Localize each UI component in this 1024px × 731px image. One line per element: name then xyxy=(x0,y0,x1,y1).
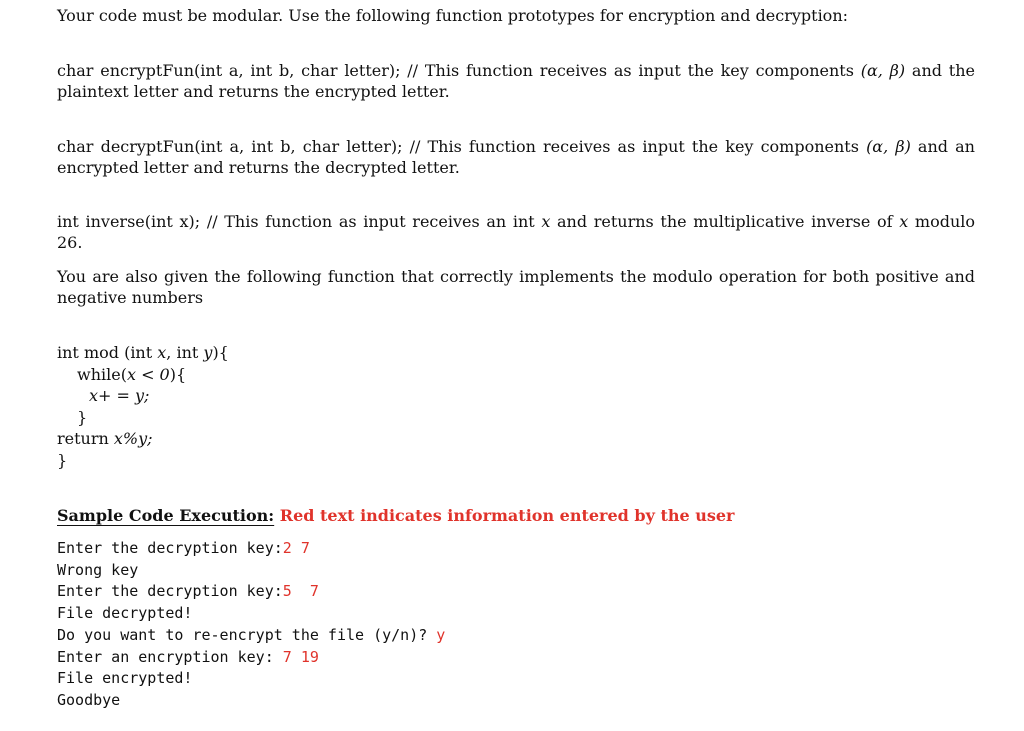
console-prompt: File encrypted! xyxy=(57,669,193,688)
console-line xyxy=(57,603,445,625)
console-prompt: Enter the decryption key: xyxy=(57,582,283,601)
console-line xyxy=(57,690,445,712)
console-output xyxy=(57,538,445,712)
console-user-input: 7 19 xyxy=(282,647,319,666)
console-prompt: Enter an encryption key: xyxy=(57,647,283,666)
mod-code-math: x%y; xyxy=(113,429,153,448)
console-line xyxy=(57,625,445,647)
mod-code-text: ){ xyxy=(212,343,229,362)
console-line xyxy=(57,647,445,669)
mod-code-line-2 xyxy=(57,364,229,386)
mod-code-line-3 xyxy=(57,385,229,407)
console-line xyxy=(57,538,445,560)
inverse-text-1: int inverse(int x); // This function as input receives an int xyxy=(57,212,542,231)
mod-code-text: return xyxy=(57,429,114,448)
console-user-input: 5 7 xyxy=(282,582,319,601)
console-line xyxy=(57,581,445,603)
decrypt-prototype-text: char decryptFun(int a, int b, char letter); // This function receives as input the key components xyxy=(57,137,867,156)
console-user-input: y xyxy=(436,625,446,644)
decrypt-prototype-text-end: and an encrypted letter and returns the decrypted letter. xyxy=(57,137,975,177)
mod-code-math: y xyxy=(203,343,213,362)
console-line xyxy=(57,560,445,582)
intro-paragraph: Your code must be modular. Use the following function prototypes for encryption and decryption: xyxy=(57,6,849,25)
mod-code-text: ){ xyxy=(169,364,187,384)
inverse-text-2: and returns the multiplicative inverse of xyxy=(550,212,900,231)
mod-code-math: x < 0 xyxy=(126,364,170,384)
mod-code-text: int mod (int xyxy=(57,343,158,362)
sample-execution-heading xyxy=(57,505,734,526)
encrypt-prototype-text-end: and the plaintext letter and returns the encrypted letter. xyxy=(57,61,975,101)
mod-code-line-5 xyxy=(57,428,229,450)
mod-intro-paragraph: You are also given the following function that correctly implements the modulo operation for both positive and negative numbers xyxy=(57,267,975,307)
console-user-input: 2 7 xyxy=(282,539,310,557)
decrypt-prototype-paragraph xyxy=(57,136,975,178)
console-prompt: Do you want to re-encrypt the file (y/n)? xyxy=(57,625,437,644)
inverse-math-x1: x xyxy=(541,212,551,231)
console-prompt: File decrypted! xyxy=(57,604,193,623)
mod-code-line-1 xyxy=(57,342,229,364)
console-prompt: Goodbye xyxy=(57,690,121,709)
decrypt-key-components-math: (α, β) xyxy=(866,137,911,156)
mod-code-math: x+ = y; xyxy=(89,386,150,405)
mod-code-math: x xyxy=(157,343,167,362)
console-prompt: Wrong key xyxy=(57,560,139,579)
mod-code-text: , int xyxy=(166,343,204,362)
inverse-prototype-paragraph xyxy=(57,211,975,253)
mod-code-line-4: } xyxy=(77,407,88,427)
inverse-text-3: modulo 26. xyxy=(57,212,976,252)
console-line xyxy=(57,668,445,690)
encrypt-key-components-math: (α, β) xyxy=(860,61,906,80)
encrypt-prototype-paragraph xyxy=(57,60,975,102)
console-prompt: Enter the decryption key: xyxy=(57,539,283,557)
mod-code-line-6: } xyxy=(57,450,68,470)
inverse-math-x2: x xyxy=(899,212,909,231)
encrypt-prototype-text: char encryptFun(int a, int b, char letter); // This function receives as input the key components xyxy=(57,61,861,80)
sample-execution-label: Sample Code Execution: xyxy=(57,506,275,525)
sample-execution-note: Red text indicates information entered by the user xyxy=(279,506,735,525)
mod-function-code xyxy=(57,342,229,471)
mod-code-text: while( xyxy=(77,364,127,384)
